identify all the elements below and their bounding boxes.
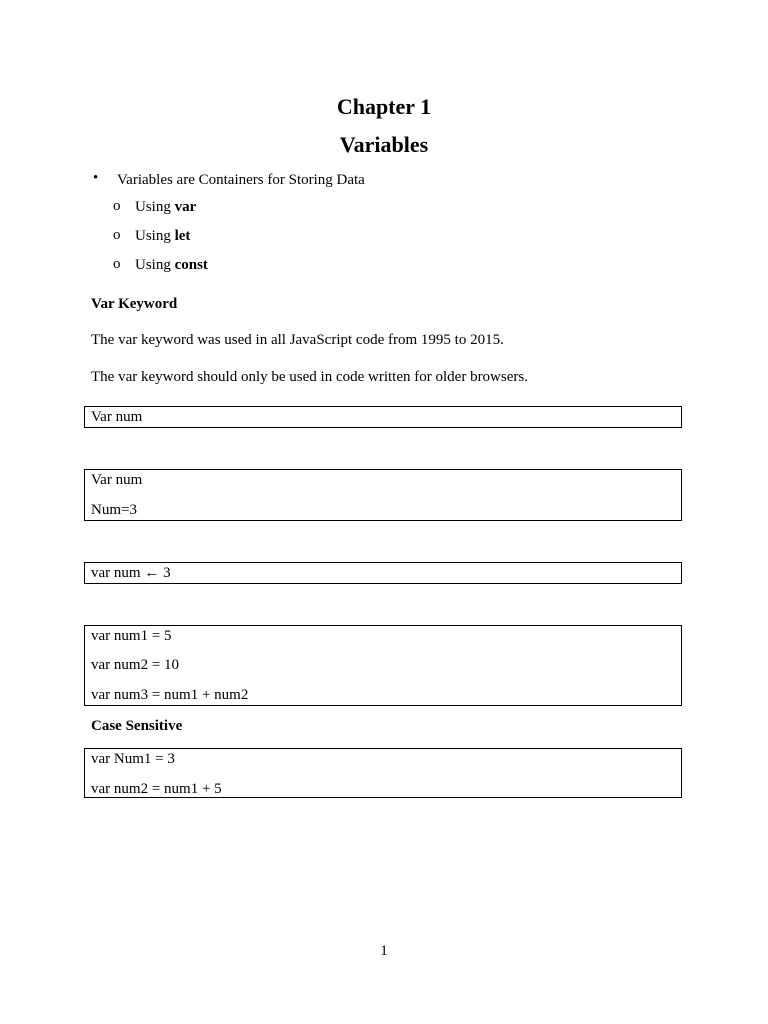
sub-bullet-prefix: Using [135,257,175,273]
code-line: var num1 = 5 [91,628,172,644]
sub-bullet-marker: o [113,256,121,272]
code-box-3 [84,562,682,584]
sub-bullet-marker: o [113,198,121,214]
code-line: var num2 = num1 + 5 [91,781,222,797]
code-line: Var num [91,472,143,488]
code-box-1 [84,406,682,428]
sub-bullet-prefix: Using [135,199,175,215]
sub-bullet-let [135,227,190,245]
sub-bullet-var [135,198,196,216]
topic-title: Variables [339,132,429,157]
chapter-title: Chapter 1 [336,94,432,119]
sub-bullet-keyword: const [174,257,208,273]
sub-bullet-keyword: let [174,228,191,244]
var-paragraph-1: The var keyword was used in all JavaScript code from 1995 to 2015. [91,332,504,348]
sub-bullet-prefix: Using [135,228,175,244]
code-box-case [84,748,682,798]
code-box-4 [84,625,682,706]
case-sensitive-heading: Case Sensitive [91,718,183,734]
sub-bullet-marker: o [113,227,121,243]
bullet-dot-icon: • [93,170,99,186]
sub-bullet-keyword: var [174,199,197,215]
main-bullet-text: Variables are Containers for Storing Data [117,172,365,188]
page-number: 1 [380,943,388,959]
code-box-2 [84,469,682,521]
code-line: var num2 = 10 [91,657,180,673]
code-line: var num3 = num1 + num2 [91,687,249,703]
var-keyword-heading: Var Keyword [91,296,178,312]
code-line: var num ← 3 [91,565,171,581]
code-line: Num=3 [91,502,137,518]
code-line: Var num [91,409,143,425]
sub-bullet-const [135,256,208,274]
var-paragraph-2: The var keyword should only be used in code written for older browsers. [91,369,528,385]
code-line: var Num1 = 3 [91,751,175,767]
